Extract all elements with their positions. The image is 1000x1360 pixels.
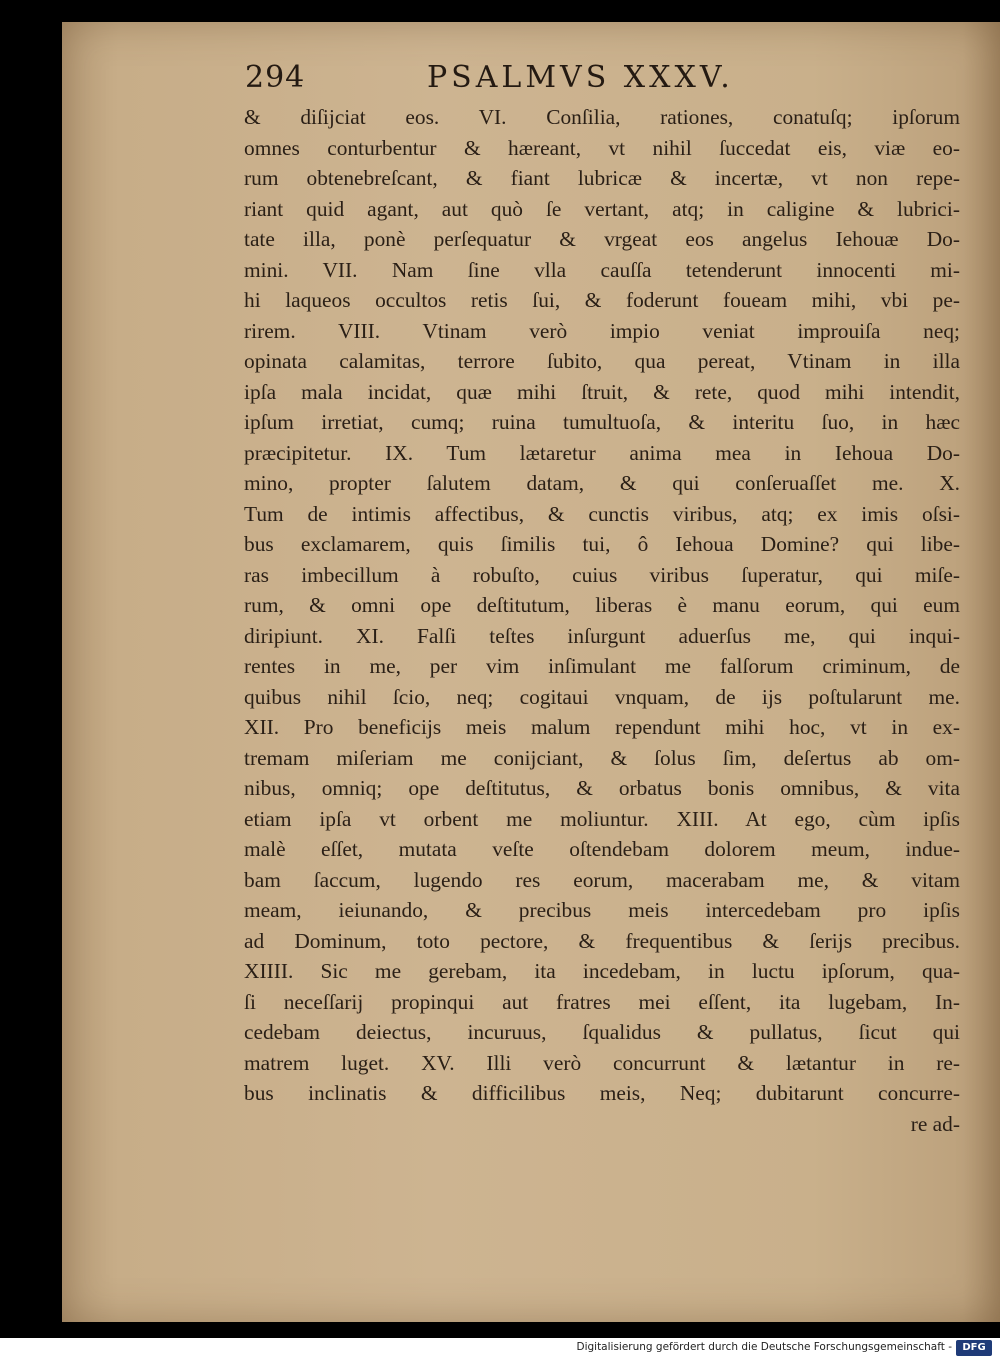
text-line: & diſijciat eos. VI. Conſilia, rationes, conatuſq; ipſorum <box>244 105 960 129</box>
text-line: tate illa, ponè perſequatur & vrgeat eos angelus Iehouæ Do- <box>244 227 960 251</box>
text-line: præcipitetur. IX. Tum lætaretur anima mea in Iehoua Do- <box>244 440 960 465</box>
text-line: hi laqueos occultos retis ſui, & foderunt foueam mihi, vbi pe- <box>244 288 960 312</box>
text-line: meam, ieiunando, & precibus meis intercedebam pro ipſis <box>244 898 960 922</box>
footer-bar <box>0 1338 1000 1360</box>
text-line: mino, propter ſalutem datam, & qui conſeruaſſet me. X. <box>244 471 960 495</box>
text-line: ras imbecillum à robuſto, cuius viribus ſuperatur, qui miſe- <box>244 562 960 587</box>
dfg-logo-icon: DFG <box>956 1340 992 1356</box>
text-line: rum, & omni ope deſtitutum, liberas è manu eorum, qui eum <box>244 593 960 617</box>
running-title: PSALMVS XXXV. <box>427 60 734 95</box>
page-header <box>245 60 945 100</box>
text-line: nibus, omniq; ope deſtitutus, & orbatus bonis omnibus, & vita <box>244 776 960 800</box>
text-line: quibus nihil ſcio, neq; cogitaui vnquam, de ijs poſtularunt me. <box>244 684 960 709</box>
text-line: ſi neceſſarij propinqui aut fratres mei eſſent, ita lugebam, In- <box>244 989 960 1014</box>
text-line: matrem luget. XV. Illi verò concurrunt & lætantur in re- <box>244 1050 960 1075</box>
text-line: bus exclamarem, quis ſimilis tui, ô Iehoua Domine? qui libe- <box>244 532 960 556</box>
text-line: Tum de intimis affectibus, & cunctis viribus, atq; ex imis oſsi- <box>244 501 960 526</box>
text-line: XII. Pro beneficijs meis malum rependunt mihi hoc, vt in ex- <box>244 715 960 739</box>
text-line: mini. VII. Nam ſine vlla cauſſa tetenderunt innocenti mi- <box>244 257 960 282</box>
text-line: omnes conturbentur & hæreant, vt nihil ſuccedat eis, viæ eo- <box>244 135 960 160</box>
text-line: re ad- <box>910 1111 960 1136</box>
text-line: cedebam deiectus, incuruus, ſqualidus & pullatus, ſicut qui <box>244 1020 960 1044</box>
page-number: 294 <box>245 60 306 95</box>
text-line: rirem. VIII. Vtinam verò impio veniat improuiſa neq; <box>244 318 960 343</box>
text-line: rentes in me, per vim inſimulant me falſorum criminum, de <box>244 654 960 678</box>
text-line: ad Dominum, toto pectore, & frequentibus & ſerijs precibus. <box>244 928 960 953</box>
text-line: ipſum irretiat, cumq; ruina tumultuoſa, & interitu ſuo, in hæc <box>244 410 960 434</box>
text-line: diripiunt. XI. Falſi teſtes inſurgunt aduerſus me, qui inqui- <box>244 623 960 648</box>
footer-credit: Digitalisierung gefördert durch die Deutsche Forschungsgemeinschaft - <box>576 1341 952 1353</box>
text-line: malè eſſet, mutata veſte oſtendebam dolorem meum, indue- <box>244 837 960 861</box>
text-line: riant quid agant, aut quò ſe vertant, atq; in caligine & lubrici- <box>244 196 960 221</box>
text-line: ipſa mala incidat, quæ mihi ſtruit, & rete, quod mihi intendit, <box>244 379 960 404</box>
text-line: opinata calamitas, terrore ſubito, qua pereat, Vtinam in illa <box>244 349 960 373</box>
text-line: tremam miſeriam me conijciant, & ſolus ſim, deſertus ab om- <box>244 745 960 770</box>
text-block <box>244 102 960 1139</box>
text-line: rum obtenebreſcant, & fiant lubricæ & incertæ, vt non repe- <box>244 166 960 190</box>
text-line: XIIII. Sic me gerebam, ita incedebam, in luctu ipſorum, qua- <box>244 959 960 983</box>
text-line: bus inclinatis & difficilibus meis, Neq; dubitarunt concurre- <box>244 1081 960 1105</box>
text-line: etiam ipſa vt orbent me moliuntur. XIII. At ego, cùm ipſis <box>244 806 960 831</box>
text-line: bam ſaccum, lugendo res eorum, macerabam me, & vitam <box>244 867 960 892</box>
